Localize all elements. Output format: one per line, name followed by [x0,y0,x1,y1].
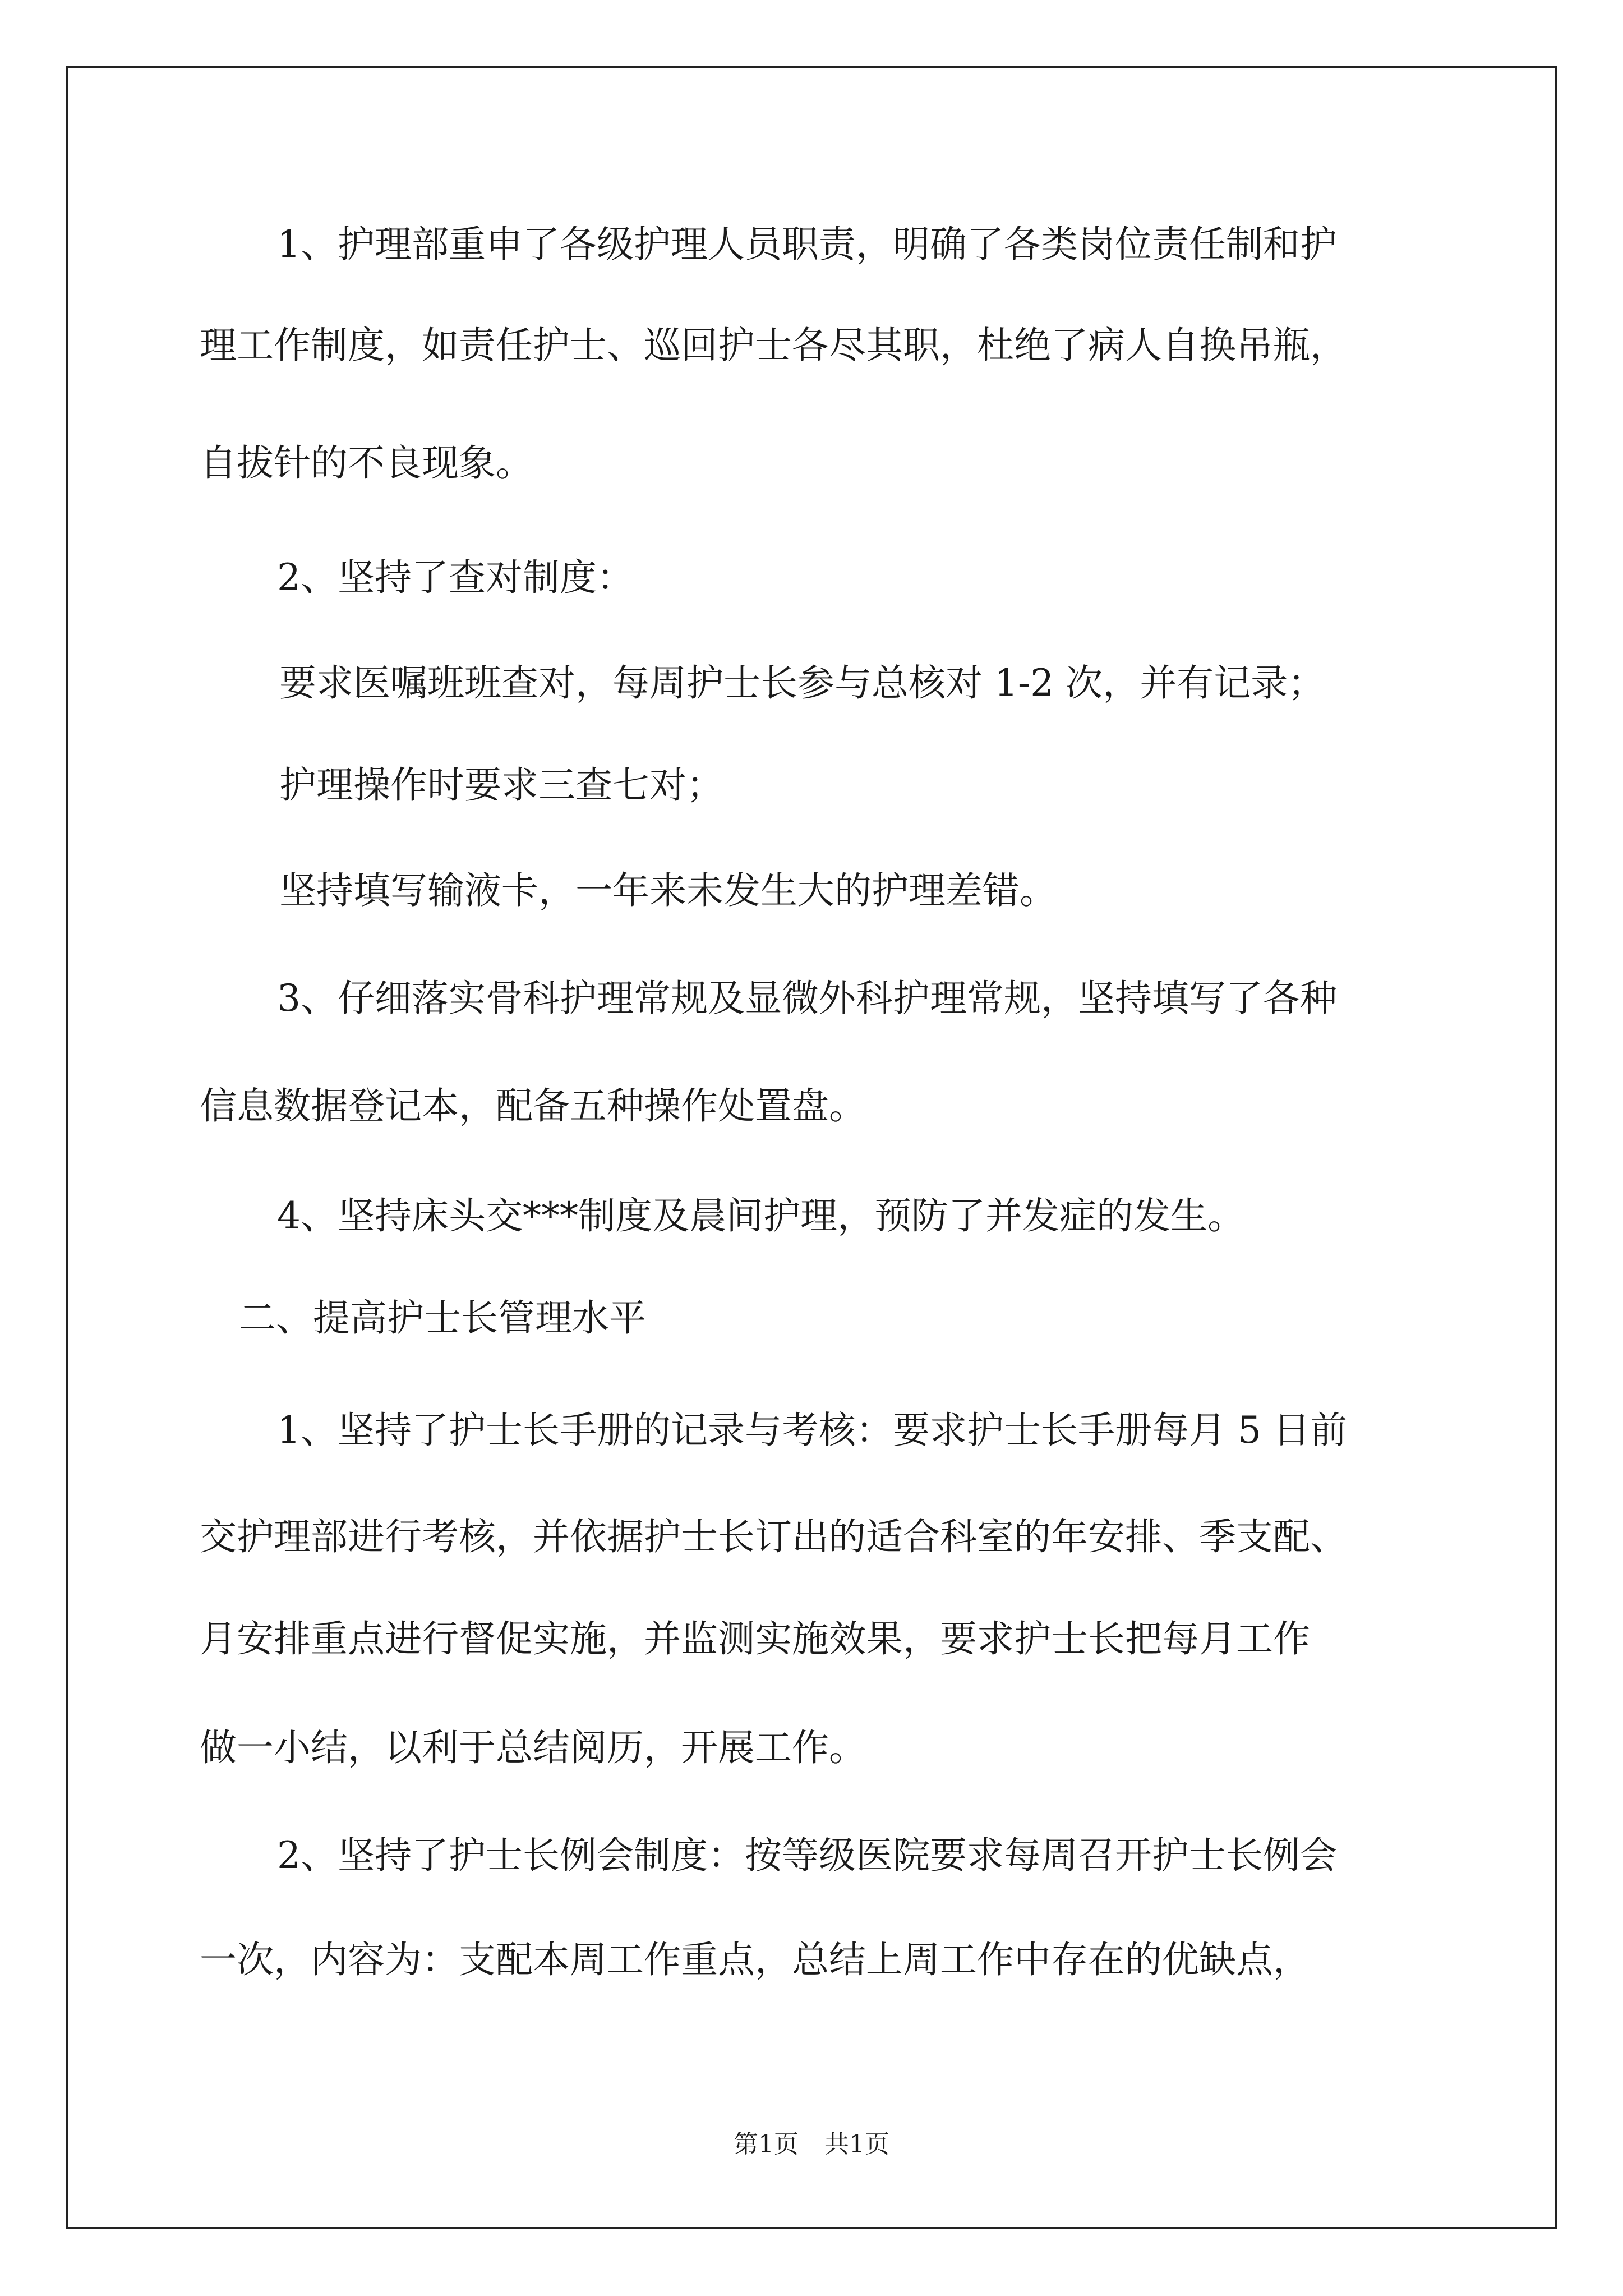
paragraph-line: 1、坚持了护士长手册的记录与考核：要求护士长手册每月 5 日前 [277,1409,1347,1452]
page-number: 第1页 [734,2130,799,2159]
page-total: 共1页 [824,2130,889,2159]
paragraph-line: 理工作制度，如责任护士、巡回护士各尽其职，杜绝了病人自换吊瓶， [200,324,1347,367]
paragraph-line: 3、仔细落实骨科护理常规及显微外科护理常规，坚持填写了各种 [277,977,1337,1020]
page-border [66,66,1557,2229]
paragraph-line: 交护理部进行考核，并依据护士长订出的适合科室的年安排、季支配、 [200,1515,1347,1558]
page-footer [0,2129,1623,2160]
paragraph-line: 坚持填写输液卡，一年来未发生大的护理差错。 [279,869,1057,912]
paragraph-line: 2、坚持了护士长例会制度：按等级医院要求每周召开护士长例会 [277,1834,1337,1877]
paragraph-line: 要求医嘱班班查对，每周护士长参与总核对 1-2 次，并有记录； [279,661,1325,705]
paragraph-line: 1、护理部重申了各级护理人员职责，明确了各类岗位责任制和护 [277,223,1337,266]
paragraph-line: 月安排重点进行督促实施，并监测实施效果，要求护士长把每月工作 [200,1617,1310,1660]
paragraph-line: 做一小结，以利于总结阅历，开展工作。 [200,1726,866,1769]
paragraph-line: 自拔针的不良现象。 [200,441,533,485]
paragraph-line: 护理操作时要求三查七对； [279,763,723,807]
section-heading: 二、提高护士长管理水平 [239,1296,646,1340]
paragraph-line: 4、坚持床头交***制度及晨间护理，预防了并发症的发生。 [277,1194,1244,1237]
paragraph-line: 一次，内容为：支配本周工作重点，总结上周工作中存在的优缺点， [200,1938,1310,1981]
paragraph-line: 信息数据登记本，配备五种操作处置盘。 [200,1084,866,1128]
paragraph-line: 2、坚持了查对制度： [277,556,634,599]
